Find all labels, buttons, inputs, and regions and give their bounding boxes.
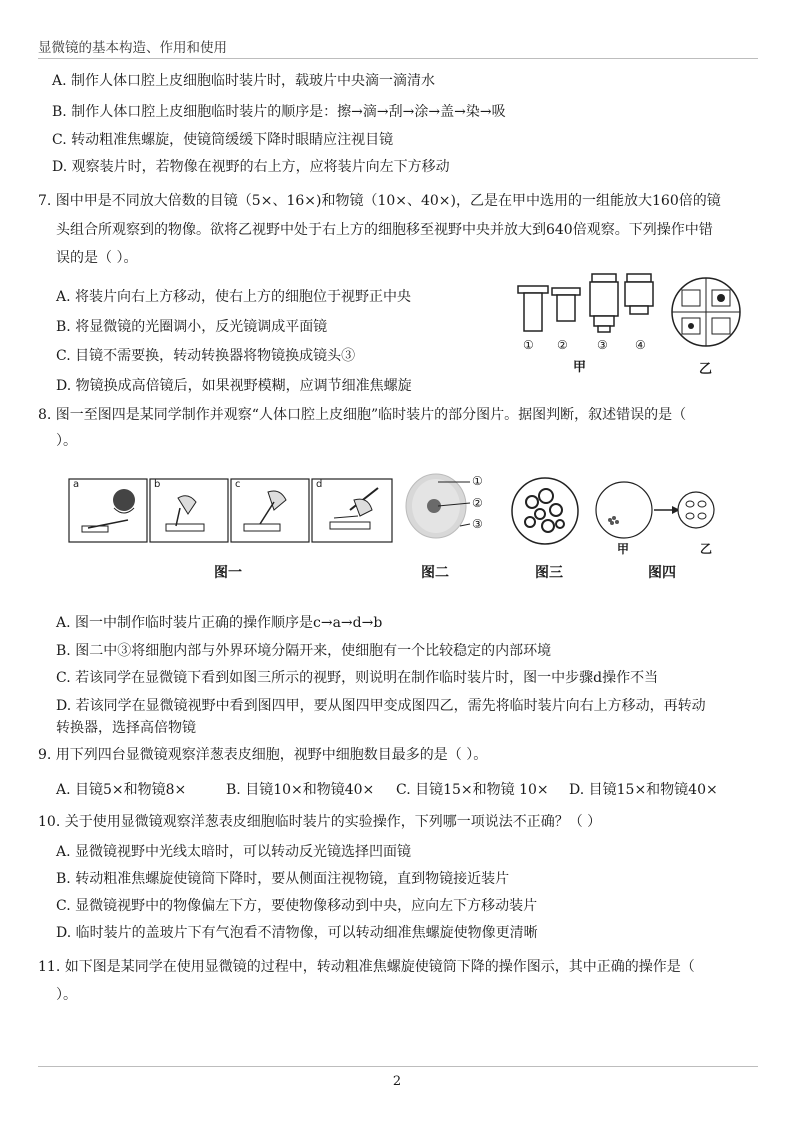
q6-option-d: D. 观察装片时，若物像在视野的右上方，应将装片向左下方移动: [52, 159, 450, 175]
fig4-label-jia: 甲: [617, 542, 630, 556]
q8-figure-2-cell: [400, 470, 500, 550]
step-panel-a: [69, 479, 147, 542]
lens-label-3: ③: [597, 338, 608, 352]
lens-label-1: ①: [523, 338, 534, 352]
field-yi: [678, 492, 714, 528]
q7-option-a: A. 将装片向右上方移动，使右上方的细胞位于视野正中央: [56, 289, 412, 305]
step-panel-d: [312, 479, 392, 542]
footer-divider: [38, 1066, 758, 1067]
q6-option-c: C. 转动粗准焦螺旋，使镜筒缓缓下降时眼睛应注视目镜: [52, 132, 394, 148]
cell-label-2: ②: [472, 496, 483, 510]
q8-stem-line2: ）。: [56, 433, 77, 449]
q9-stem: 9. 用下列四台显微镜观察洋葱表皮细胞，视野中细胞数目最多的是（ ）。: [38, 747, 488, 763]
label-yi: 乙: [699, 362, 713, 377]
step-label-d: d: [316, 479, 323, 490]
q10-option-b: B. 转动粗准焦螺旋使镜筒下降时，要从侧面注视物镜，直到物镜接近装片: [56, 871, 510, 887]
eyepiece-lens-2: [552, 288, 580, 321]
q10-option-a: A. 显微镜视野中光线太暗时，可以转动反光镜选择凹面镜: [56, 844, 412, 860]
fig4-label-yi: 乙: [700, 542, 713, 556]
q7-option-b: B. 将显微镜的光圈调小，反光镜调成平面镜: [56, 319, 328, 335]
step-label-c: c: [235, 479, 241, 490]
field-jia: [596, 482, 652, 538]
lens-label-4: ④: [635, 338, 646, 352]
q8-figure-4-fields: [594, 476, 716, 546]
q6-option-b: B. 制作人体口腔上皮细胞临时装片的顺序是：擦→滴→刮→涂→盖→染→吸: [52, 104, 506, 120]
figure-3-caption: 图三: [535, 565, 563, 581]
q9-option-d: D. 目镜15×和物镜40×: [569, 782, 718, 798]
q8-option-d-line1: D. 若该同学在显微镜视野中看到图四甲，要从图四甲变成图四乙，需先将临时装片向右上方移动，再转动: [56, 698, 706, 714]
objective-lens-3: [590, 274, 618, 332]
q8-stem-line1: 8. 图一至图四是某同学制作并观察“人体口腔上皮细胞”临时装片的部分图片。据图判断，叙述错误的是（: [38, 407, 687, 423]
q7-lens-figure: [510, 268, 750, 378]
cell-label-3: ③: [472, 517, 483, 531]
q8-option-d-line2: 转换器，选择高倍物镜: [56, 720, 196, 736]
q9-option-b: B. 目镜10×和物镜40×: [226, 782, 375, 798]
q7-stem-line3: 误的是（ ）。: [56, 250, 138, 266]
q11-stem-line1: 11. 如下图是某同学在使用显微镜的过程中，转动粗准焦螺旋使镜筒下降的操作图示，其中正确的操作是（: [38, 959, 695, 975]
q6-option-a: A. 制作人体口腔上皮细胞临时装片时，载玻片中央滴一滴清水: [52, 73, 436, 89]
q8-figure-1-steps: [68, 478, 394, 544]
q7-stem-line2: 头组合所观察到的物像。欲将乙视野中处于右上方的细胞移至视野中央并放大到640倍观察。下列操作中错: [56, 222, 713, 238]
header-divider: [38, 58, 758, 59]
objective-lens-4: [625, 274, 653, 314]
q7-stem-line1: 7. 图中甲是不同放大倍数的目镜（5×、16×)和物镜（10×、40×)，乙是在甲中选用的一组能放大160倍的镜: [38, 193, 721, 209]
page-number: 2: [392, 1074, 402, 1089]
q7-option-d: D. 物镜换成高倍镜后，如果视野模糊，应调节细准焦螺旋: [56, 378, 412, 394]
field-of-view-yi: [672, 278, 740, 346]
label-jia: 甲: [573, 360, 587, 375]
q10-option-d: D. 临时装片的盖玻片下有气泡看不清物像，可以转动细准焦螺旋使物像更清晰: [56, 925, 538, 941]
q7-option-c: C. 目镜不需要换，转动转换器将物镜换成镜头③: [56, 348, 356, 364]
step-panel-b: [150, 479, 228, 542]
q9-option-a: A. 目镜5×和物镜8×: [56, 782, 187, 798]
step-panel-c: [231, 479, 309, 542]
page-header: 显微镜的基本构造、作用和使用: [38, 40, 227, 56]
eyepiece-lens-1: [518, 286, 548, 331]
figure-1-caption: 图一: [214, 565, 242, 581]
q9-option-c: C. 目镜15×和物镜 10×: [396, 782, 549, 798]
q8-option-c: C. 若该同学在显微镜下看到如图三所示的视野，则说明在制作临时装片时，图一中步骤d操作不当: [56, 670, 659, 686]
q11-stem-line2: ）。: [56, 987, 77, 1003]
q10-option-c: C. 显微镜视野中的物像偏左下方，要使物像移动到中央，应向左下方移动装片: [56, 898, 538, 914]
q8-figure-3-field: [510, 476, 580, 546]
q10-stem: 10. 关于使用显微镜观察洋葱表皮细胞临时装片的实验操作，下列哪一项说法不正确？（ ）: [38, 814, 602, 830]
figure-4-caption: 图四: [648, 565, 676, 581]
step-label-b: b: [154, 479, 161, 490]
q8-option-b: B. 图二中③将细胞内部与外界环境分隔开来，使细胞有一个比较稳定的内部环境: [56, 643, 552, 659]
step-label-a: a: [73, 479, 80, 490]
lens-label-2: ②: [557, 338, 568, 352]
cell-label-1: ①: [472, 474, 483, 488]
q8-option-a: A. 图一中制作临时装片正确的操作顺序是c→a→d→b: [56, 615, 383, 631]
figure-2-caption: 图二: [421, 565, 449, 581]
